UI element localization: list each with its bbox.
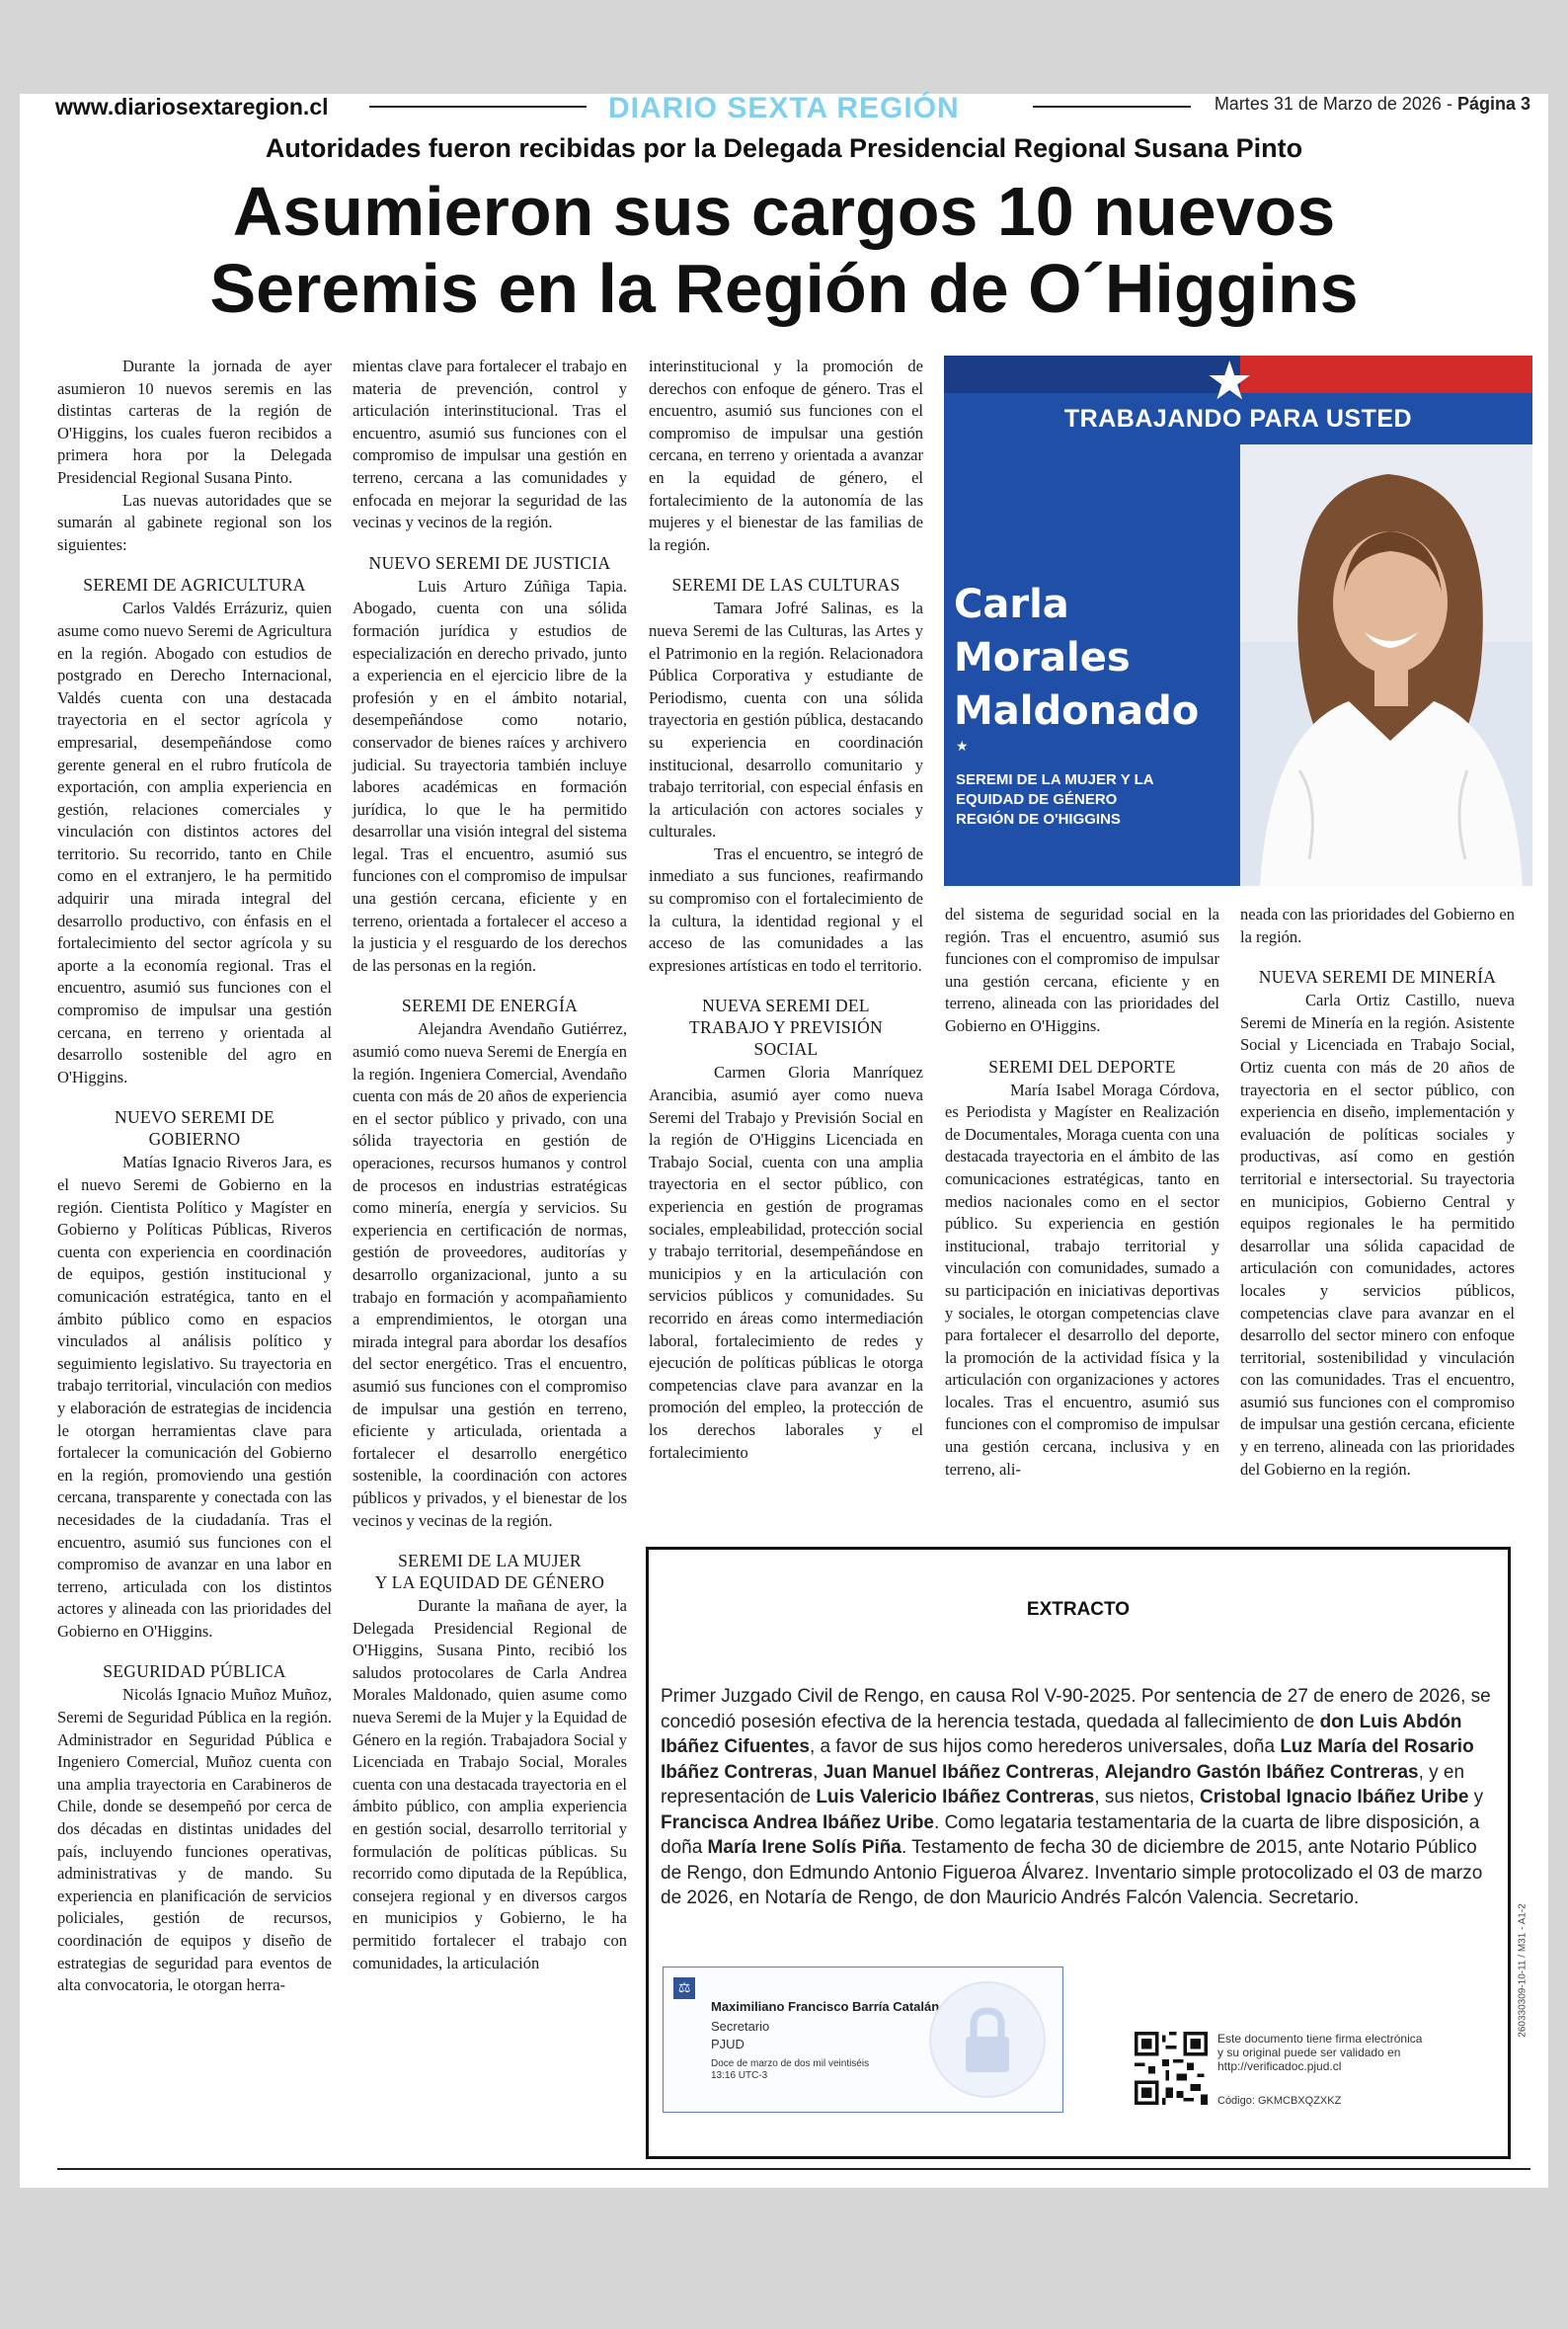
flag-star-icon: ★ bbox=[1206, 356, 1254, 412]
notice-text-5: , y en representación de bbox=[661, 1761, 1465, 1807]
column-3 bbox=[649, 356, 923, 1464]
notice-text-2: , a favor de sus hijos como herederos universales, doña bbox=[809, 1736, 1281, 1757]
signature-date-line-2: 13:16 UTC-3 bbox=[711, 2070, 768, 2081]
section-text-energia: Alejandra Avendaño Gutiérrez, asumió como nueva Seremi de Energía en la región. Ingeniera Comercial, Avendaño cuenta con más de 20 años de experiencia en el sector público y privado, con una sólida trayectoria en gestión de operaciones, recursos humanos y control de procesos en industrias estratégicas como minería, energía y servicios. Su experiencia en certificación de normas, gestión de proveedores, auditorías y desarrollo organizacional, junto a su trabajo en formación y acompañamiento a emprendimientos, le otorgan una mirada integral para abordar los desafíos del sector energético. Tras el encuentro, asumió sus funciones con el compromiso de impulsar una gestión en terreno, eficiente y articulada, orientada a fortalecer el desarrollo energético sostenible, la coordinación con actores públicos y privados, y el bienestar de los vecinos y vecinas de la región. bbox=[353, 1019, 627, 1530]
ad-name-line-1: Carla bbox=[954, 582, 1069, 627]
notice-bold-5: Luis Valericio Ibáñez Contreras bbox=[816, 1787, 1095, 1807]
signer-org: PJUD bbox=[711, 2037, 745, 2051]
continued-text-trabajo: del sistema de seguridad social en la región. Tras el encuentro, asumió sus funciones con el compromiso de impulsar una gestión cercana, eficiente y en terreno, alineada con las prioridades del Gobierno en O'Higgins. bbox=[945, 905, 1219, 1035]
seremi-portrait-photo bbox=[1240, 444, 1532, 886]
notice-bold-6: Cristobal Ignacio Ibáñez Uribe bbox=[1200, 1787, 1469, 1807]
legal-notice-title: EXTRACTO bbox=[1026, 1599, 1131, 1620]
section-title-deporte: SEREMI DEL DEPORTE bbox=[988, 1056, 1176, 1077]
section-title-justicia: NUEVO SEREMI DE JUSTICIA bbox=[368, 552, 611, 573]
notice-bold-7: Francisca Andrea Ibáñez Uribe bbox=[661, 1811, 935, 1833]
page-bottom-rule bbox=[57, 2168, 1530, 2170]
section-text-mujer: Durante la mañana de ayer, la Delegada Presidencial Regional de O'Higgins, Susana Pinto, recibió los saludos protocolares de Carla Andrea Morales Maldonado, quien asume como nueva Seremi de la Mujer y la Equidad de Género en la región. Trabajadora Social y Licenciada en Trabajo Social, Morales cuenta con una destacada trayectoria en el ámbito público, con amplia experiencia en gestión social, desarrollo territorial y formulación de políticas públicas. Su recorrido como diputada de la República, consejera regional y en diversos cargos en municipios y Gobierno, le ha permitido fortalecer el trabajo con comunidades, la articulación bbox=[353, 1596, 627, 1972]
small-star-icon: ★ bbox=[956, 739, 969, 755]
intro-paragraph-1: Durante la jornada de ayer asumieron 10 nuevos seremis en las distintas carteras de la región de O'Higgins, los cuales fueron recibidos a primera hora por la Delegada Presidencial Regional Susana Pinto. bbox=[57, 357, 332, 487]
notice-bold-2: Luz María del Rosario Ibáñez Contreras bbox=[661, 1736, 1474, 1783]
qr-code[interactable] bbox=[1135, 2032, 1208, 2105]
section-title-mineria: NUEVA SEREMI DE MINERÍA bbox=[1258, 967, 1497, 988]
ad-name-line-3: Maldonado bbox=[954, 688, 1200, 734]
continued-text-deporte: neada con las prioridades del Gobierno en la región. bbox=[1240, 905, 1515, 946]
verification-url[interactable]: http://verificadoc.pjud.cl bbox=[1217, 2059, 1342, 2073]
site-url[interactable]: www.diariosextaregion.cl bbox=[55, 94, 329, 120]
header-rule-right bbox=[1033, 106, 1191, 108]
masthead: DIARIO SEXTA REGIÓN bbox=[608, 92, 960, 124]
notice-text-7: y bbox=[1468, 1787, 1484, 1807]
ad-role-line-1: SEREMI DE LA MUJER Y LA bbox=[956, 771, 1154, 788]
newspaper-page bbox=[20, 94, 1548, 2188]
section-text-culturas-2: Tras el encuentro, se integró de inmediato a sus funciones, reafirmando su compromiso con el fortalecimiento de la cultura, la identidad regional y el acceso de las comunidades a las expresiones artísticas en todo el territorio. bbox=[649, 843, 923, 975]
lock-icon bbox=[928, 1975, 1047, 2104]
section-title-seguridad: SEGURIDAD PÚBLICA bbox=[103, 1661, 286, 1682]
section-title-trabajo-line-2: TRABAJO Y PREVISIÓN bbox=[689, 1017, 883, 1038]
notice-text-8: . Como legataria testamentaria de la cuarta de libre disposición, a doña bbox=[661, 1811, 1480, 1858]
signature-date-line-1: Doce de marzo de dos mil veintiséis bbox=[711, 2058, 870, 2069]
verification-line-2: y su original puede ser validado en bbox=[1217, 2046, 1401, 2059]
section-text-gobierno: Matías Ignacio Riveros Jara, es el nuevo Seremi de Gobierno en la región. Cientista Político y Magíster en Gobierno y Políticas Públicas, Riveros cuenta con experiencia en coordinación de equipos, gestión institucional y comunicación estratégica, tanto en el ámbito público como en espacios vinculados al análisis político y seguimiento legislativo. Su trayectoria en trabajo territorial, vinculación con medios y elaboración de estrategias de incidencia le otorgan herramientas clave para fortalecer la comunicación del Gobierno en la región, promoviendo una gestión cercana, transparente y conectada con las necesidades de la ciudadanía. Tras el encuentro, asumió sus funciones con el compromiso de avanzar en una labor en terreno, articulada con los distintos actores y alineada con las prioridades del Gobierno en O'Higgins. bbox=[57, 1153, 332, 1641]
ad-slogan: TRABAJANDO PARA USTED bbox=[1063, 405, 1413, 433]
header-rule-left bbox=[369, 106, 587, 108]
article-kicker: Autoridades fueron recibidas por la Delegada Presidencial Regional Susana Pinto bbox=[265, 133, 1303, 163]
section-title-mujer-line-2: Y LA EQUIDAD DE GÉNERO bbox=[374, 1572, 605, 1593]
ad-role bbox=[956, 770, 1154, 830]
section-title-mujer bbox=[353, 1550, 627, 1593]
ad-name-line-2: Morales bbox=[954, 635, 1131, 681]
headline-line-1: Asumieron sus cargos 10 nuevos bbox=[232, 173, 1336, 250]
section-text-culturas: Tamara Jofré Salinas, es la nueva Seremi de las Culturas, las Artes y el Patrimonio en la región. Relacionadora Pública Corporativa y estudiante de Periodismo, cuenta con una sólida trayectoria en gestión pública, destacando su experiencia en coordinación institucional, desarrollo comunitario y trabajo territorial, con especial énfasis en la articulación con actores sociales y culturales. bbox=[649, 599, 923, 842]
section-title-mujer-line-1: SEREMI DE LA MUJER bbox=[398, 1551, 582, 1571]
section-title-trabajo bbox=[649, 995, 923, 1060]
continued-text-seguridad: mientas clave para fortalecer el trabajo en materia de prevención, control y articulación interinstitucional. Tras el encuentro, asumió sus funciones con el compromiso de impulsar una gestión en terreno, cercana a las comunidades y enfocada en mejorar la seguridad de las vecinas y vecinos de la región. bbox=[353, 357, 627, 532]
signer-role: Secretario bbox=[711, 2019, 770, 2034]
section-title-gobierno: NUEVO SEREMI DE GOBIERNO bbox=[115, 1107, 274, 1150]
notice-text-4: , bbox=[1094, 1761, 1105, 1783]
verification-info bbox=[1217, 2032, 1474, 2073]
section-title-trabajo-line-1: NUEVA SEREMI DEL bbox=[702, 996, 870, 1016]
column-2 bbox=[353, 356, 627, 1974]
headline-line-2: Seremis en la Región de O´Higgins bbox=[209, 250, 1359, 327]
intro-paragraph-2: Las nuevas autoridades que se sumarán al gabinete regional son los siguientes: bbox=[57, 490, 332, 554]
ad-flag-red-stripe bbox=[1240, 356, 1532, 393]
section-title-trabajo-line-3: SOCIAL bbox=[753, 1039, 819, 1060]
notice-text-1: Primer Juzgado Civil de Rengo, en causa Rol V-90-2025. Por sentencia de 27 de enero de 2026, se concedió posesión efectiva de la herencia testada, quedada al fallecimiento de bbox=[661, 1686, 1491, 1732]
notice-text-6: , sus nietos, bbox=[1094, 1787, 1200, 1807]
signer-name: Maximiliano Francisco Barría Catalán bbox=[711, 1999, 940, 2014]
section-text-agricultura: Carlos Valdés Errázuriz, quien asume como nuevo Seremi de Agricultura en la región. Abogado con estudios de postgrado en Derecho Internacional, Valdés cuenta con una destacada trayectoria en el sector agrícola y empresarial, desempeñándose como gerente general en el rubro frutícola de exportación, con amplia experiencia en gestión, relaciones comerciales y vinculación con distintos actores del territorio. Su recorrido, tanto en Chile como en el extranjero, le ha permitido adquirir una mirada integral del desarrollo productivo, con énfasis en el fortalecimiento del sector agrícola y su aporte a la economía regional. Tras el encuentro, asumió sus funciones con el compromiso de impulsar una gestión cercana, en terreno y orientada al desarrollo sostenible del agro en O'Higgins. bbox=[57, 599, 332, 1086]
section-text-seguridad: Nicolás Ignacio Muñoz Muñoz, Seremi de Seguridad Pública en la región. Administrador en Seguridad Pública e Ingeniero Comercial, Muñoz cuenta con una amplia trayectoria en Carabineros de Chile, donde se desempeñó por cerca de dos décadas en distintas unidades del país, incluyendo funciones operativas, administrativas y de mando. Su experiencia en planificación de servicios policiales, gestión de recursos, coordinación de equipos y diseño de estrategias de seguridad para eventos de alta convocatoria, le otorgan herra- bbox=[57, 1685, 332, 1995]
notice-bold-8: María Irene Solís Piña bbox=[707, 1837, 902, 1858]
article-headline bbox=[20, 173, 1548, 327]
notice-bold-3: Juan Manuel Ibáñez Contreras bbox=[823, 1761, 1095, 1783]
electronic-signature-stamp bbox=[663, 1967, 1063, 2113]
legal-notice-text bbox=[661, 1684, 1498, 1911]
signature-date bbox=[711, 2058, 869, 2082]
legal-notice-box bbox=[646, 1547, 1529, 2159]
notice-bold-4: Alejandro Gastón Ibáñez Contreras bbox=[1104, 1761, 1419, 1783]
ad-flag-blue-stripe bbox=[944, 356, 1240, 393]
date-text: Martes 31 de Marzo de 2026 - bbox=[1214, 94, 1452, 114]
verification-line-1: Este documento tiene firma electrónica bbox=[1217, 2032, 1423, 2046]
notice-bold-1: don Luis Abdón Ibáñez Cifuentes bbox=[661, 1711, 1462, 1757]
section-title-agricultura: SEREMI DE AGRICULTURA bbox=[83, 575, 306, 596]
section-text-deporte: María Isabel Moraga Córdova, es Periodista y Magíster en Realización de Documentales, Moraga cuenta con una destacada trayectoria en el ámbito de las comunicaciones estratégicas, tanto en medios nacionales como en el sector público. Su experiencia en gestión institucional, trabajo territorial y vinculación con comunidades, sumado a su participación en iniciativas deportivas y sociales, le otorgan competencias clave para fortalecer el desarrollo del deporte, la promoción de la actividad física y la articulación con organizaciones y actores locales. Tras el encuentro, asumió sus funciones con el compromiso de impulsar una gestión cercana, inclusiva y en terreno, ali- bbox=[945, 1080, 1219, 1479]
ad-person-name bbox=[954, 578, 1199, 738]
issue-date bbox=[1215, 94, 1530, 115]
section-title-culturas: SEREMI DE LAS CULTURAS bbox=[671, 575, 901, 596]
verification-code: Código: GKMCBXQZXKZ bbox=[1217, 2095, 1342, 2107]
page-number: Página 3 bbox=[1456, 94, 1530, 114]
vertical-code-text: 260330309-10-11 / M31 - A1-2 bbox=[1517, 1903, 1529, 2038]
pjud-logo-icon: ⚖ bbox=[673, 1977, 695, 1999]
section-text-trabajo: Carmen Gloria Manríquez Arancibia, asumió ayer como nueva Seremi del Trabajo y Previsión Social en la región de O'Higgins Licenciada en Trabajo Social, cuenta con una amplia trayectoria en el sector público, con experiencia en gestión de programas sociales, empleabilidad, protección social y trabajo territorial, desempeñándose en municipios y en la articulación con servicios públicos y comunidades. Su recorrido en áreas como intermediación laboral, fortalecimiento de redes y ejecución de políticas públicas le otorga competencias clave para avanzar en la promoción del empleo, la protección de los derechos laborales y el fortalecimiento bbox=[649, 1063, 923, 1462]
section-text-justicia: Luis Arturo Zúñiga Tapia. Abogado, cuenta con una sólida formación jurídica y estudios de especialización en derecho privado, junto a experiencia en el ejercicio libre de la profesión y en el ámbito notarial, desempeñándose como notario, conservador de bienes raíces y archivero judicial. Su trayectoria también incluye labores académicas en formación jurídica, lo que le ha permitido desarrollar una visión integral del sistema legal. Tras el encuentro, asumió sus funciones con el compromiso de impulsar una gestión cercana, eficiente y en terreno, orientada a fortalecer el acceso a la justicia y el resguardo de los derechos de las personas en la región. bbox=[353, 576, 627, 975]
document-vertical-code bbox=[1516, 1862, 1529, 2079]
column-5 bbox=[1240, 904, 1515, 1481]
section-text-mineria: Carla Ortiz Castillo, nueva Seremi de Minería en la región. Asistente Social y Licenciada en Trabajo Social, Ortiz cuenta con más de 20 años de trayectoria en el sector público, con experiencia en diseño, implementación y evaluación de políticas sociales y productivas, así como en gestión territorial e intersectorial. Su trayectoria en municipios, Gobierno Central y equipos regionales le ha permitido desarrollar una sólida capacidad de articulación con comunidades, actores locales y servicios públicos, competencias clave para avanzar en el desarrollo del sector minero con enfoque territorial, sostenibilidad y vinculación con las comunidades. Tras el encuentro, asumió sus funciones con el compromiso de impulsar una gestión cercana, eficiente y en terreno, alineada con las prioridades del Gobierno en la región. bbox=[1240, 991, 1515, 1479]
page-header bbox=[55, 94, 1530, 123]
notice-text-3: , bbox=[813, 1761, 823, 1783]
column-1 bbox=[57, 356, 332, 1997]
column-4 bbox=[945, 904, 1219, 1481]
notice-text-9: . Testamento de fecha 30 de diciembre de 2015, ante Notario Público de Rengo, don Edmundo Antonio Figueroa Álvarez. Inventario simple protocolizado el 03 de marzo de 2026, en Notaría de Rengo, de don Mauricio Andrés Falcón Valencia. Secretario. bbox=[661, 1837, 1483, 1908]
ad-role-line-2: EQUIDAD DE GÉNERO bbox=[956, 791, 1118, 808]
seremi-advertisement bbox=[944, 356, 1532, 886]
continued-text-mujer: interinstitucional y la promoción de derechos con enfoque de género. Tras el encuentro, asumió sus funciones con el compromiso de impulsar una gestión cercana, en terreno y orientada a avanzar en la equidad de género, el fortalecimiento de la autonomía de las mujeres y el bienestar de las familias de la región. bbox=[649, 357, 923, 554]
section-title-energia: SEREMI DE ENERGÍA bbox=[401, 996, 579, 1016]
ad-role-line-3: REGIÓN DE O'HIGGINS bbox=[956, 811, 1121, 828]
